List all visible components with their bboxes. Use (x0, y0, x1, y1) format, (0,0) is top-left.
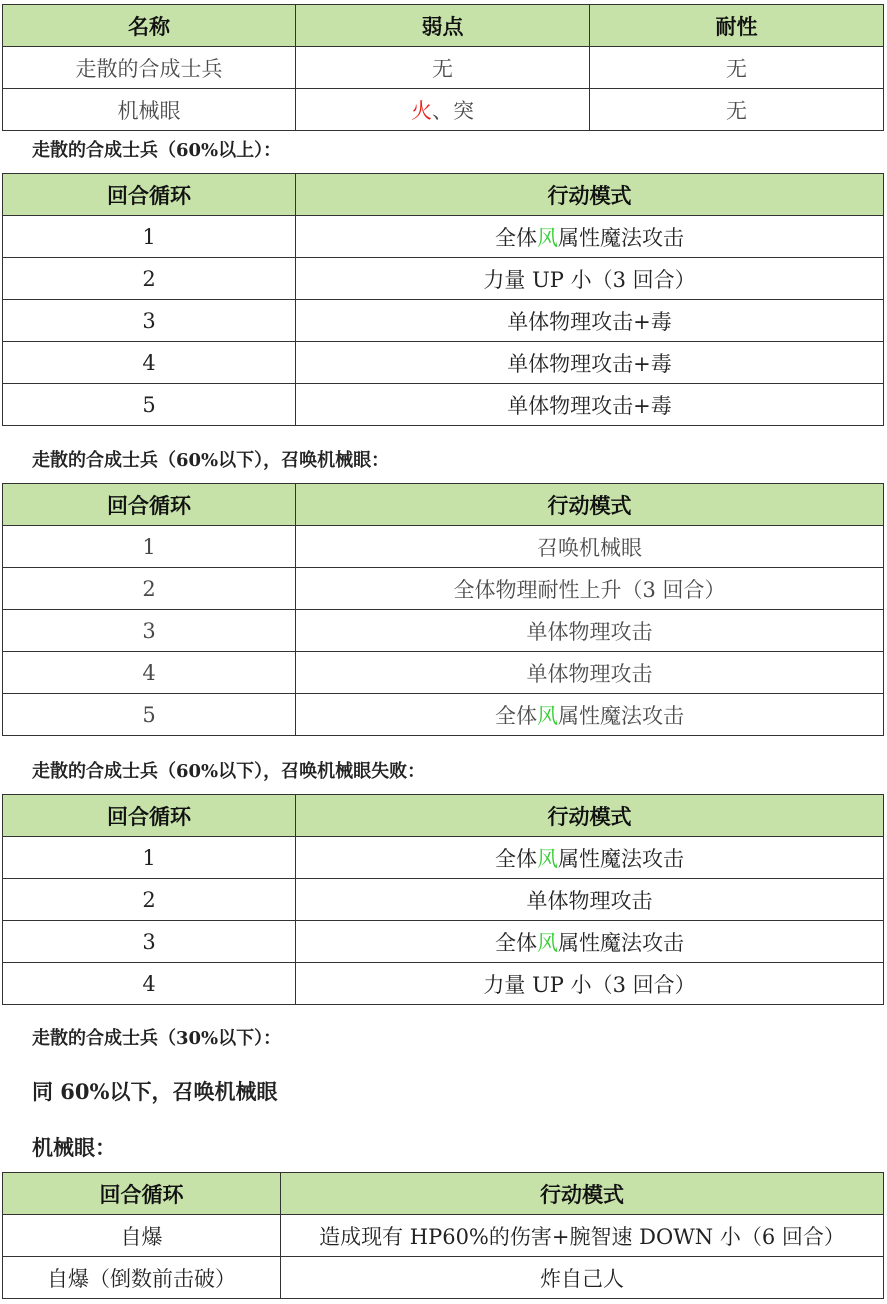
action-cell (281, 1215, 884, 1257)
table-row (3, 921, 884, 963)
action-cell (296, 526, 884, 568)
cycle-cell: 2 (3, 258, 296, 300)
action-cell (296, 384, 884, 426)
table-row (3, 694, 884, 736)
cycle-cell: 5 (3, 384, 296, 426)
enemy-weakness (296, 47, 590, 89)
action-text: 单体物理攻击+毒 (507, 351, 672, 376)
action-cell (296, 963, 884, 1005)
weakness-text: 、突 (432, 98, 474, 123)
action-text: 全体 (495, 930, 537, 955)
action-text: 单体物理攻击 (526, 888, 653, 913)
enemy-resistance: 无 (590, 89, 884, 131)
action-cell (296, 216, 884, 258)
table-row (3, 879, 884, 921)
header-cycle: 回合循环 (3, 174, 296, 216)
action-text: 属性魔法攻击 (558, 225, 684, 250)
action-table (2, 173, 884, 426)
table-row (3, 610, 884, 652)
section-note: 同 60%以下，召唤机械眼 (32, 1079, 278, 1104)
action-text: 单体物理攻击+毒 (507, 393, 672, 418)
enemy-row (3, 47, 884, 89)
action-cell (296, 300, 884, 342)
action-table-header (3, 174, 884, 216)
action-table-header (3, 795, 884, 837)
action-text: 造成现有 HP60%的伤害+腕智速 DOWN 小（6 回合） (319, 1224, 845, 1249)
table-row (3, 258, 884, 300)
cycle-cell: 2 (3, 568, 296, 610)
element-keyword: 风 (537, 930, 558, 955)
header-action: 行动模式 (296, 795, 884, 837)
table-row (3, 1215, 884, 1257)
element-keyword: 风 (537, 703, 558, 728)
element-keyword: 风 (537, 225, 558, 250)
cycle-cell: 4 (3, 963, 296, 1005)
cycle-cell: 3 (3, 610, 296, 652)
cycle-cell: 1 (3, 216, 296, 258)
section-heading: 走散的合成士兵（60%以下），召唤机械眼失败： (32, 761, 426, 782)
cycle-cell: 3 (3, 300, 296, 342)
enemy-resistance: 无 (590, 47, 884, 89)
element-keyword: 风 (537, 846, 558, 871)
enemy-row (3, 89, 884, 131)
header-weakness: 弱点 (296, 5, 590, 47)
weakness-fire: 火 (411, 98, 432, 123)
table-row (3, 216, 884, 258)
enemy-weakness (296, 89, 590, 131)
action-text: 单体物理攻击+毒 (507, 309, 672, 334)
table-row (3, 963, 884, 1005)
enemy-table (2, 4, 884, 131)
table-row (3, 384, 884, 426)
header-action: 行动模式 (281, 1173, 884, 1215)
cycle-cell: 4 (3, 652, 296, 694)
cycle-cell: 2 (3, 879, 296, 921)
section-heading: 走散的合成士兵（60%以上）： (32, 140, 282, 161)
cycle-cell: 1 (3, 526, 296, 568)
action-text: 属性魔法攻击 (558, 930, 684, 955)
action-cell (296, 837, 884, 879)
header-cycle: 回合循环 (3, 1173, 281, 1215)
cycle-cell: 3 (3, 921, 296, 963)
header-cycle: 回合循环 (3, 484, 296, 526)
action-cell (296, 610, 884, 652)
action-cell (296, 694, 884, 736)
table-row (3, 652, 884, 694)
cycle-cell: 自爆 (3, 1215, 281, 1257)
action-cell (296, 921, 884, 963)
action-text: 炸自己人 (540, 1266, 624, 1291)
action-table (2, 1172, 884, 1299)
header-name: 名称 (3, 5, 296, 47)
action-text: 全体 (495, 703, 537, 728)
action-text: 全体 (495, 225, 537, 250)
action-text: 全体 (495, 846, 537, 871)
section-heading: 走散的合成士兵（30%以下）： (32, 1028, 282, 1049)
section-heading: 机械眼： (32, 1135, 116, 1160)
action-cell (296, 652, 884, 694)
enemy-name: 机械眼 (3, 89, 296, 131)
action-table (2, 794, 884, 1005)
table-row (3, 342, 884, 384)
action-cell (281, 1257, 884, 1299)
enemy-table-header (3, 5, 884, 47)
action-text: 力量 UP 小（3 回合） (483, 267, 696, 292)
table-row (3, 568, 884, 610)
section-heading: 走散的合成士兵（60%以下），召唤机械眼： (32, 450, 390, 471)
action-text: 全体物理耐性上升（3 回合） (453, 577, 726, 602)
action-cell (296, 879, 884, 921)
table-row (3, 526, 884, 568)
action-table-header (3, 1173, 884, 1215)
cycle-cell: 4 (3, 342, 296, 384)
action-cell (296, 342, 884, 384)
table-row (3, 300, 884, 342)
action-cell (296, 568, 884, 610)
action-text: 力量 UP 小（3 回合） (483, 972, 696, 997)
action-text: 单体物理攻击 (526, 619, 653, 644)
enemy-name: 走散的合成士兵 (3, 47, 296, 89)
action-table (2, 483, 884, 736)
table-row (3, 1257, 884, 1299)
action-text: 单体物理攻击 (526, 661, 653, 686)
weakness-text: 无 (432, 56, 453, 81)
action-cell (296, 258, 884, 300)
action-text: 属性魔法攻击 (558, 846, 684, 871)
table-row (3, 837, 884, 879)
action-table-header (3, 484, 884, 526)
action-text: 属性魔法攻击 (558, 703, 684, 728)
header-action: 行动模式 (296, 174, 884, 216)
header-resistance: 耐性 (590, 5, 884, 47)
header-action: 行动模式 (296, 484, 884, 526)
header-cycle: 回合循环 (3, 795, 296, 837)
action-text: 召唤机械眼 (537, 535, 642, 560)
cycle-cell: 1 (3, 837, 296, 879)
cycle-cell: 5 (3, 694, 296, 736)
cycle-cell: 自爆（倒数前击破） (3, 1257, 281, 1299)
